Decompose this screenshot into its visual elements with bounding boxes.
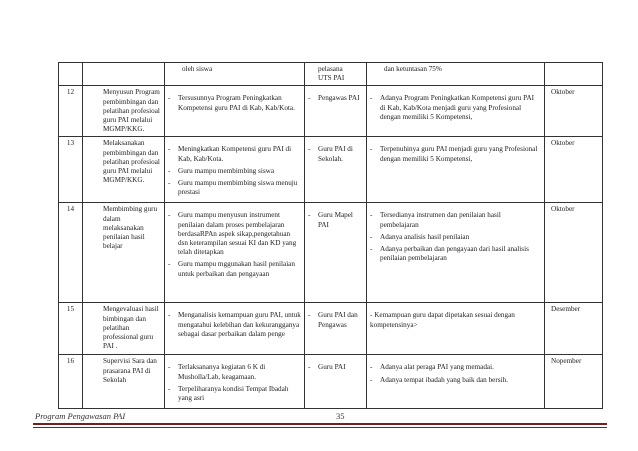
table-row [59, 86, 603, 137]
cell-target [165, 137, 305, 203]
cell-target [165, 203, 305, 303]
page-number: 35 [336, 411, 345, 421]
cell-indikator [367, 303, 545, 355]
cell-pj [305, 86, 367, 137]
cell-waktu: Desember [545, 303, 603, 355]
cell-kegiatan: Supervisi Sara dan prasarana PAI di Sekolah [83, 355, 165, 409]
cell-indikator [367, 355, 545, 409]
table-row [59, 203, 603, 303]
pj-text: pelasana UTS PAI [318, 65, 345, 83]
cell-kegiatan: Melaksanakan pembimbingan dan pelatihan profesioal guru PAI melalui MGMP/KKG. [83, 137, 165, 203]
list-item: - Guru PAI di Sekolah. [308, 145, 353, 163]
list-item: - Adanya Program Peningkatkan Kompetensi guru PAI di Kab, Kab/Kota menjadi guru yang Profesional dengan memiliki 5 Kompetensi, [370, 94, 535, 121]
cell-indikator [367, 63, 545, 86]
cell-target [165, 355, 305, 409]
cell-pj [305, 63, 367, 86]
cell-pj [305, 355, 367, 409]
list-item: - Tersedianya instrumen dan penilaian hasil pembelajaran [370, 211, 501, 229]
list-item: - Guru mampu mggunakan hasil penilaian untuk perbaikan dan pengayaan [168, 260, 295, 278]
cell-waktu: Nopember [545, 355, 603, 409]
cell-indikator [367, 86, 545, 137]
cell-no: 14 [59, 203, 83, 303]
cell-pj [305, 203, 367, 303]
cell-no: 15 [59, 303, 83, 355]
cell-pj [305, 303, 367, 355]
list-item: - Tersusunnya Program Peningkatkan Kompetensi guru PAI di Kab, Kab/Kota. [168, 94, 295, 112]
list-item: - Guru mampu menyusun instrument penilaian dalam proses pembelajaran berdasaRPAn aspek sikap,pengetahuan dsn keterampilan sesuai KI dan KD yang telah ditetapkan [168, 211, 297, 257]
list-item: - Guru mampu membimbing siswa menuju prestasi [168, 179, 298, 197]
cell-target [165, 86, 305, 137]
cell-waktu: Oktober [545, 86, 603, 137]
cell-waktu: Oktober [545, 203, 603, 303]
cell-no [59, 63, 83, 86]
list-item: - Terpenuhinya guru PAI menjadi guru yang Profesional dengan memiliki 5 Kompetensi, [370, 145, 538, 163]
cell-no: 12 [59, 86, 83, 137]
cell-no: 13 [59, 137, 83, 203]
cell-kegiatan: Membimbing guru dalam melaksanakan penilaian hasil belajar [83, 203, 165, 303]
cell-waktu [545, 63, 603, 86]
list-item: - Guru PAI dan Pengawas [308, 311, 358, 329]
table-row [59, 303, 603, 355]
footer-rule-thick [33, 423, 607, 425]
cell-target [165, 303, 305, 355]
list-item: - Pengawas PAI [308, 94, 360, 103]
list-item: - Guru PAI [308, 363, 346, 372]
list-item: - Menganalisis kemampuan guru PAI, untuk mengatahui kelebihan dan kekurangganya sebagai dasar perbaikan dalam penge [168, 311, 301, 338]
list-item: - Terpeliharanya kondisi Tempat Ibadah yang asri [168, 384, 289, 403]
list-item: - Guru Mapel PAI [308, 211, 353, 229]
cell-no: 16 [59, 355, 83, 409]
target-text: oleh siswa [182, 65, 213, 73]
cell-kegiatan [83, 63, 165, 86]
list-item: - Adanya perbaikan dan pengayaan dari hasil analisis penilaian pembelajaran [370, 245, 529, 263]
list-item: - Adanya tempat ibadah yang baik dan bersih. [370, 375, 508, 384]
cell-indikator [367, 137, 545, 203]
footer-title: Program Pengawasan PAI [35, 411, 126, 421]
table-row [59, 137, 603, 203]
list-item: - Guru mampu membimbing siswa [168, 166, 275, 175]
indikator-text: dan ketuntasan 75% [384, 65, 442, 73]
list-item: - Meningkatkan Kompetensi guru PAI di Kab, Kab/Kota. [168, 145, 292, 163]
cell-pj [305, 137, 367, 203]
table-row [59, 355, 603, 409]
program-table [58, 62, 603, 409]
cell-target [165, 63, 305, 86]
cell-kegiatan: Mengevaluasi hasil bimbingan dan pelatihan professional guru PAI . [83, 303, 165, 355]
cell-kegiatan: Menyusun Program pembimbingan dan pelatihan profesioal guru PAI melalui MGMP/KKG. [83, 86, 165, 137]
list-item: - Terlaksananya kegiatan 6 K di Musholla/Lab, keagamaan. [168, 363, 266, 381]
list-item: - Kemampuan guru dapat dipetakan sesuai dengan kompetensinya> [370, 311, 515, 329]
table-row-continued [59, 63, 603, 86]
cell-indikator [367, 203, 545, 303]
footer-rule-thin [33, 427, 607, 428]
list-item: - Adanya analisis hasil penilaian [370, 232, 470, 241]
cell-waktu: Oktober [545, 137, 603, 203]
list-item: - Adanya alat peraga PAI yang memadai. [370, 363, 494, 372]
